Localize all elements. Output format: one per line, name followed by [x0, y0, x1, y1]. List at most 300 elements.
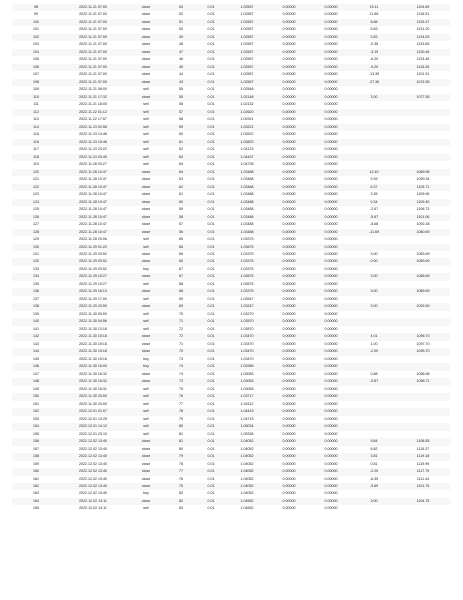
row-price: 1.02148	[226, 94, 268, 101]
row-sl: 0.00000	[268, 214, 310, 221]
row-price: 1.03675	[226, 244, 268, 251]
row-profit	[352, 244, 396, 251]
row-time: 2022.11.21 07:00	[60, 11, 126, 18]
row-sl: 0.00000	[268, 423, 310, 430]
table-row	[12, 146, 450, 153]
row-time: 2022.11.30 15:18	[60, 348, 126, 355]
row-type: close	[126, 94, 166, 101]
row-type: close	[126, 446, 166, 453]
row-order: 55	[166, 86, 196, 93]
row-type: close	[126, 49, 166, 56]
row-order: 65	[166, 236, 196, 243]
row-time: 2022.11.24 03:40	[60, 154, 126, 161]
table-row	[12, 154, 450, 161]
row-time: 2022.11.22 01:12	[60, 109, 126, 116]
row-number: 162	[12, 483, 60, 490]
row-time: 2022.11.29 03:52	[60, 266, 126, 273]
row-sl: 0.00000	[268, 169, 310, 176]
row-volume: 0.01	[196, 116, 226, 123]
row-sl: 0.00000	[268, 393, 310, 400]
row-order: 76	[166, 476, 196, 483]
row-sl: 0.00000	[268, 146, 310, 153]
row-sl: 0.00000	[268, 416, 310, 423]
row-order: 56	[166, 101, 196, 108]
row-number: 99	[12, 11, 60, 18]
row-tp: 0.00000	[310, 348, 352, 355]
row-type: close	[126, 341, 166, 348]
row-type: sell	[126, 86, 166, 93]
row-volume: 0.01	[196, 348, 226, 355]
row-sl: 0.00000	[268, 139, 310, 146]
row-sl: 0.00000	[268, 483, 310, 490]
row-order: 60	[166, 131, 196, 138]
row-tp: 0.00000	[310, 4, 352, 11]
row-sl: 0.00000	[268, 4, 310, 11]
row-volume: 0.01	[196, 206, 226, 213]
table-row	[12, 446, 450, 453]
row-sl: 0.00000	[268, 86, 310, 93]
row-sl: 0.00000	[268, 191, 310, 198]
row-volume: 0.01	[196, 56, 226, 63]
row-number: 158	[12, 453, 60, 460]
row-type: close	[126, 229, 166, 236]
row-profit: 0.88	[352, 371, 396, 378]
row-number: 147	[12, 371, 60, 378]
row-price: 1.03083	[226, 386, 268, 393]
table-row	[12, 461, 450, 468]
row-balance: 1116.51	[396, 11, 450, 18]
row-price: 1.05336	[226, 431, 268, 438]
table-row	[12, 490, 450, 497]
row-type: close	[126, 498, 166, 505]
row-profit: 3.35	[352, 191, 396, 198]
row-price: 1.03470	[226, 348, 268, 355]
row-price: 1.02965	[226, 363, 268, 370]
row-sl: 0.00000	[268, 71, 310, 78]
row-volume: 0.01	[196, 191, 226, 198]
row-number: 100	[12, 19, 60, 26]
table-row	[12, 244, 450, 251]
row-volume: 0.01	[196, 109, 226, 116]
row-tp: 0.00000	[310, 236, 352, 243]
row-number: 110	[12, 94, 60, 101]
row-number: 102	[12, 34, 60, 41]
row-balance	[396, 266, 450, 273]
row-profit: -0.38	[352, 41, 396, 48]
row-sl: 0.00000	[268, 505, 310, 512]
row-profit: 2.83	[352, 34, 396, 41]
row-time: 2022.11.29 03:52	[60, 251, 126, 258]
trade-history-table	[12, 4, 450, 513]
row-number: 155	[12, 431, 60, 438]
table-row	[12, 408, 450, 415]
row-type: close	[126, 348, 166, 355]
row-number: 142	[12, 333, 60, 340]
row-time: 2022.11.30 00:00	[60, 311, 126, 318]
row-time: 2022.11.21 07:00	[60, 34, 126, 41]
table-row	[12, 176, 450, 183]
row-time: 2022.11.30 15:18	[60, 356, 126, 363]
row-sl: 0.00000	[268, 461, 310, 468]
row-tp: 0.00000	[310, 416, 352, 423]
row-price: 1.03375	[226, 251, 268, 258]
row-time: 2022.11.21 07:00	[60, 71, 126, 78]
row-type: sell	[126, 401, 166, 408]
row-tp: 0.00000	[310, 64, 352, 71]
row-tp: 0.00000	[310, 229, 352, 236]
row-price: 1.03270	[226, 311, 268, 318]
row-time: 2022.11.21 18:00	[60, 101, 126, 108]
row-balance: 1097.70	[396, 341, 450, 348]
row-tp: 0.00000	[310, 244, 352, 251]
row-volume: 0.01	[196, 468, 226, 475]
row-volume: 0.01	[196, 11, 226, 18]
table-row	[12, 258, 450, 265]
row-price: 1.02557	[226, 79, 268, 86]
row-order: 66	[166, 244, 196, 251]
row-volume: 0.01	[196, 184, 226, 191]
row-balance	[396, 423, 450, 430]
row-tp: 0.00000	[310, 341, 352, 348]
row-number: 149	[12, 386, 60, 393]
row-type: sell	[126, 116, 166, 123]
row-price: 1.02557	[226, 64, 268, 71]
row-order: 69	[166, 303, 196, 310]
row-price: 1.03470	[226, 356, 268, 363]
row-type: close	[126, 19, 166, 26]
row-time: 2022.11.30 15:18	[60, 341, 126, 348]
row-profit: -3.19	[352, 49, 396, 56]
row-order: 49	[166, 34, 196, 41]
row-order: 72	[166, 333, 196, 340]
row-profit	[352, 86, 396, 93]
row-profit: 6.82	[352, 446, 396, 453]
row-order: 53	[166, 4, 196, 11]
row-balance	[396, 408, 450, 415]
row-order: 57	[166, 221, 196, 228]
table-row	[12, 393, 450, 400]
row-volume: 0.01	[196, 288, 226, 295]
row-type: close	[126, 483, 166, 490]
row-time: 2022.11.30 16:32	[60, 378, 126, 385]
row-time: 2022.11.28 10:47	[60, 176, 126, 183]
trade-history-body	[12, 4, 450, 513]
row-number: 124	[12, 199, 60, 206]
row-price: 1.03083	[226, 378, 268, 385]
row-volume: 0.01	[196, 408, 226, 415]
row-balance	[396, 124, 450, 131]
row-type: close	[126, 273, 166, 280]
row-sl: 0.00000	[268, 161, 310, 168]
row-profit	[352, 423, 396, 430]
row-balance: 1101.91	[396, 71, 450, 78]
table-row	[12, 356, 450, 363]
table-row	[12, 26, 450, 33]
row-order: 75	[166, 483, 196, 490]
row-profit: 4.01	[352, 333, 396, 340]
row-tp: 0.00000	[310, 483, 352, 490]
row-volume: 0.01	[196, 124, 226, 131]
row-order: 68	[166, 281, 196, 288]
row-profit	[352, 139, 396, 146]
row-sl: 0.00000	[268, 49, 310, 56]
table-row	[12, 401, 450, 408]
row-sl: 0.00000	[268, 296, 310, 303]
row-balance	[396, 311, 450, 318]
row-volume: 0.01	[196, 214, 226, 221]
row-number: 137	[12, 296, 60, 303]
row-balance: 1080.69	[396, 229, 450, 236]
row-type: close	[126, 191, 166, 198]
row-sl: 0.00000	[268, 386, 310, 393]
row-type: close	[126, 476, 166, 483]
table-row	[12, 273, 450, 280]
row-type: close	[126, 214, 166, 221]
row-time: 2022.11.28 10:47	[60, 191, 126, 198]
row-price: 1.03470	[226, 333, 268, 340]
row-sl: 0.00000	[268, 408, 310, 415]
row-balance: 1109.40	[396, 199, 450, 206]
row-tp: 0.00000	[310, 206, 352, 213]
row-balance: 1096.71	[396, 378, 450, 385]
row-sl: 0.00000	[268, 176, 310, 183]
row-tp: 0.00000	[310, 56, 352, 63]
row-time: 2022.11.21 07:00	[60, 4, 126, 11]
row-time: 2022.11.21 07:00	[60, 49, 126, 56]
row-type: close	[126, 169, 166, 176]
row-order: 62	[166, 146, 196, 153]
row-tp: 0.00000	[310, 79, 352, 86]
row-time: 2022.11.21 07:00	[60, 26, 126, 33]
row-profit	[352, 401, 396, 408]
row-time: 2022.11.30 16:00	[60, 363, 126, 370]
row-tp: 0.00000	[310, 221, 352, 228]
row-price: 1.02557	[226, 56, 268, 63]
table-row	[12, 19, 450, 26]
row-number: 134	[12, 273, 60, 280]
row-time: 2022.11.28 03:27	[60, 161, 126, 168]
row-order: 65	[166, 258, 196, 265]
row-sl: 0.00000	[268, 116, 310, 123]
row-balance: 1095.70	[396, 348, 450, 355]
row-tp: 0.00000	[310, 161, 352, 168]
row-time: 2022.11.29 16:13	[60, 288, 126, 295]
row-balance	[396, 101, 450, 108]
row-price: 1.04052	[226, 461, 268, 468]
row-profit	[352, 146, 396, 153]
row-time: 2022.12.02 14:11	[60, 498, 126, 505]
row-price: 1.03375	[226, 236, 268, 243]
row-balance: 1101.06	[396, 214, 450, 221]
row-profit	[352, 296, 396, 303]
row-order: 45	[166, 64, 196, 71]
row-volume: 0.01	[196, 26, 226, 33]
row-number: 163	[12, 490, 60, 497]
row-type: sell	[126, 161, 166, 168]
row-profit: 11.85	[352, 11, 396, 18]
row-time: 2022.11.21 07:00	[60, 41, 126, 48]
row-sl: 0.00000	[268, 11, 310, 18]
table-row	[12, 453, 450, 460]
row-order: 67	[166, 273, 196, 280]
table-row	[12, 476, 450, 483]
row-tp: 0.00000	[310, 109, 352, 116]
row-profit: 3.81	[352, 453, 396, 460]
row-balance	[396, 244, 450, 251]
row-profit: -2.20	[352, 468, 396, 475]
row-order: 51	[166, 19, 196, 26]
row-balance: 1125.37	[396, 19, 450, 26]
row-sl: 0.00000	[268, 258, 310, 265]
row-type: sell	[126, 393, 166, 400]
row-profit	[352, 236, 396, 243]
row-tp: 0.00000	[310, 26, 352, 33]
row-type: close	[126, 41, 166, 48]
row-order: 60	[166, 199, 196, 206]
row-tp: 0.00000	[310, 191, 352, 198]
row-order: 61	[166, 191, 196, 198]
row-order: 83	[166, 505, 196, 512]
row-time: 2022.11.28 10:47	[60, 184, 126, 191]
row-price: 1.03488	[226, 214, 268, 221]
row-number: 116	[12, 139, 60, 146]
row-volume: 0.01	[196, 453, 226, 460]
row-order: 63	[166, 176, 196, 183]
row-type: sell	[126, 423, 166, 430]
row-type: close	[126, 438, 166, 445]
row-price: 1.03488	[226, 169, 268, 176]
row-number: 125	[12, 206, 60, 213]
table-row	[12, 318, 450, 325]
row-balance: 1117.79	[396, 468, 450, 475]
row-order: 59	[166, 124, 196, 131]
row-price: 1.03570	[226, 318, 268, 325]
row-sl: 0.00000	[268, 333, 310, 340]
row-price: 1.03488	[226, 199, 268, 206]
row-number: 129	[12, 236, 60, 243]
row-price: 1.02557	[226, 4, 268, 11]
row-type: close	[126, 251, 166, 258]
table-row	[12, 221, 450, 228]
table-row	[12, 116, 450, 123]
row-profit	[352, 386, 396, 393]
table-row	[12, 109, 450, 116]
row-number: 117	[12, 146, 60, 153]
row-type: close	[126, 26, 166, 33]
row-sl: 0.00000	[268, 236, 310, 243]
table-row	[12, 468, 450, 475]
row-profit: -9.69	[352, 483, 396, 490]
row-balance	[396, 393, 450, 400]
row-price: 1.03488	[226, 191, 268, 198]
row-profit: 15.11	[352, 4, 396, 11]
row-profit: 5.83	[352, 26, 396, 33]
row-volume: 0.01	[196, 431, 226, 438]
row-volume: 0.01	[196, 146, 226, 153]
table-row	[12, 505, 450, 512]
row-tp: 0.00000	[310, 101, 352, 108]
row-profit: 3.00	[352, 303, 396, 310]
row-tp: 0.00000	[310, 266, 352, 273]
row-tp: 0.00000	[310, 318, 352, 325]
row-price: 1.02548	[226, 86, 268, 93]
row-volume: 0.01	[196, 311, 226, 318]
row-tp: 0.00000	[310, 401, 352, 408]
row-profit	[352, 116, 396, 123]
row-price: 1.03470	[226, 341, 268, 348]
row-time: 2022.11.22 17:57	[60, 116, 126, 123]
row-sl: 0.00000	[268, 446, 310, 453]
row-balance: 1099.34	[396, 176, 450, 183]
row-price: 1.03221	[226, 124, 268, 131]
row-type: sell	[126, 296, 166, 303]
row-type: sell	[126, 124, 166, 131]
row-profit: 9.84	[352, 438, 396, 445]
row-profit: -6.20	[352, 56, 396, 63]
row-balance	[396, 296, 450, 303]
row-tp: 0.00000	[310, 438, 352, 445]
row-order: 64	[166, 161, 196, 168]
row-tp: 0.00000	[310, 116, 352, 123]
row-volume: 0.01	[196, 199, 226, 206]
row-order: 79	[166, 416, 196, 423]
row-time: 2022.11.28 10:47	[60, 206, 126, 213]
table-row	[12, 4, 450, 11]
row-balance: 1119.18	[396, 453, 450, 460]
row-volume: 0.01	[196, 356, 226, 363]
row-sl: 0.00000	[268, 326, 310, 333]
row-tp: 0.00000	[310, 505, 352, 512]
table-row	[12, 71, 450, 78]
table-row	[12, 131, 450, 138]
row-number: 133	[12, 266, 60, 273]
row-time: 2022.11.21 08:00	[60, 86, 126, 93]
row-volume: 0.01	[196, 446, 226, 453]
row-time: 2022.11.30 16:32	[60, 371, 126, 378]
row-price: 1.04052	[226, 446, 268, 453]
row-time: 2022.12.02 13:40	[60, 483, 126, 490]
row-time: 2022.11.21 07:00	[60, 64, 126, 71]
table-row	[12, 41, 450, 48]
row-volume: 0.01	[196, 423, 226, 430]
row-price: 1.03488	[226, 176, 268, 183]
row-profit: -9.20	[352, 64, 396, 71]
row-time: 2022.11.29 15:27	[60, 281, 126, 288]
table-row	[12, 169, 450, 176]
row-type: close	[126, 288, 166, 295]
table-row	[12, 34, 450, 41]
row-profit	[352, 393, 396, 400]
row-type: buy	[126, 266, 166, 273]
row-number: 114	[12, 124, 60, 131]
table-row	[12, 124, 450, 131]
row-balance: 1133.65	[396, 41, 450, 48]
row-time: 2022.11.28 10:47	[60, 229, 126, 236]
row-profit: 9.39	[352, 176, 396, 183]
row-balance	[396, 386, 450, 393]
row-price: 1.04123	[226, 146, 268, 153]
row-price: 1.04112	[226, 401, 268, 408]
row-order: 71	[166, 318, 196, 325]
row-type: close	[126, 56, 166, 63]
row-profit: 0.81	[352, 461, 396, 468]
row-order: 70	[166, 348, 196, 355]
row-volume: 0.01	[196, 371, 226, 378]
row-number: 145	[12, 356, 60, 363]
row-volume: 0.01	[196, 86, 226, 93]
row-time: 2022.12.02 13:40	[60, 438, 126, 445]
row-time: 2022.12.02 13:40	[60, 468, 126, 475]
